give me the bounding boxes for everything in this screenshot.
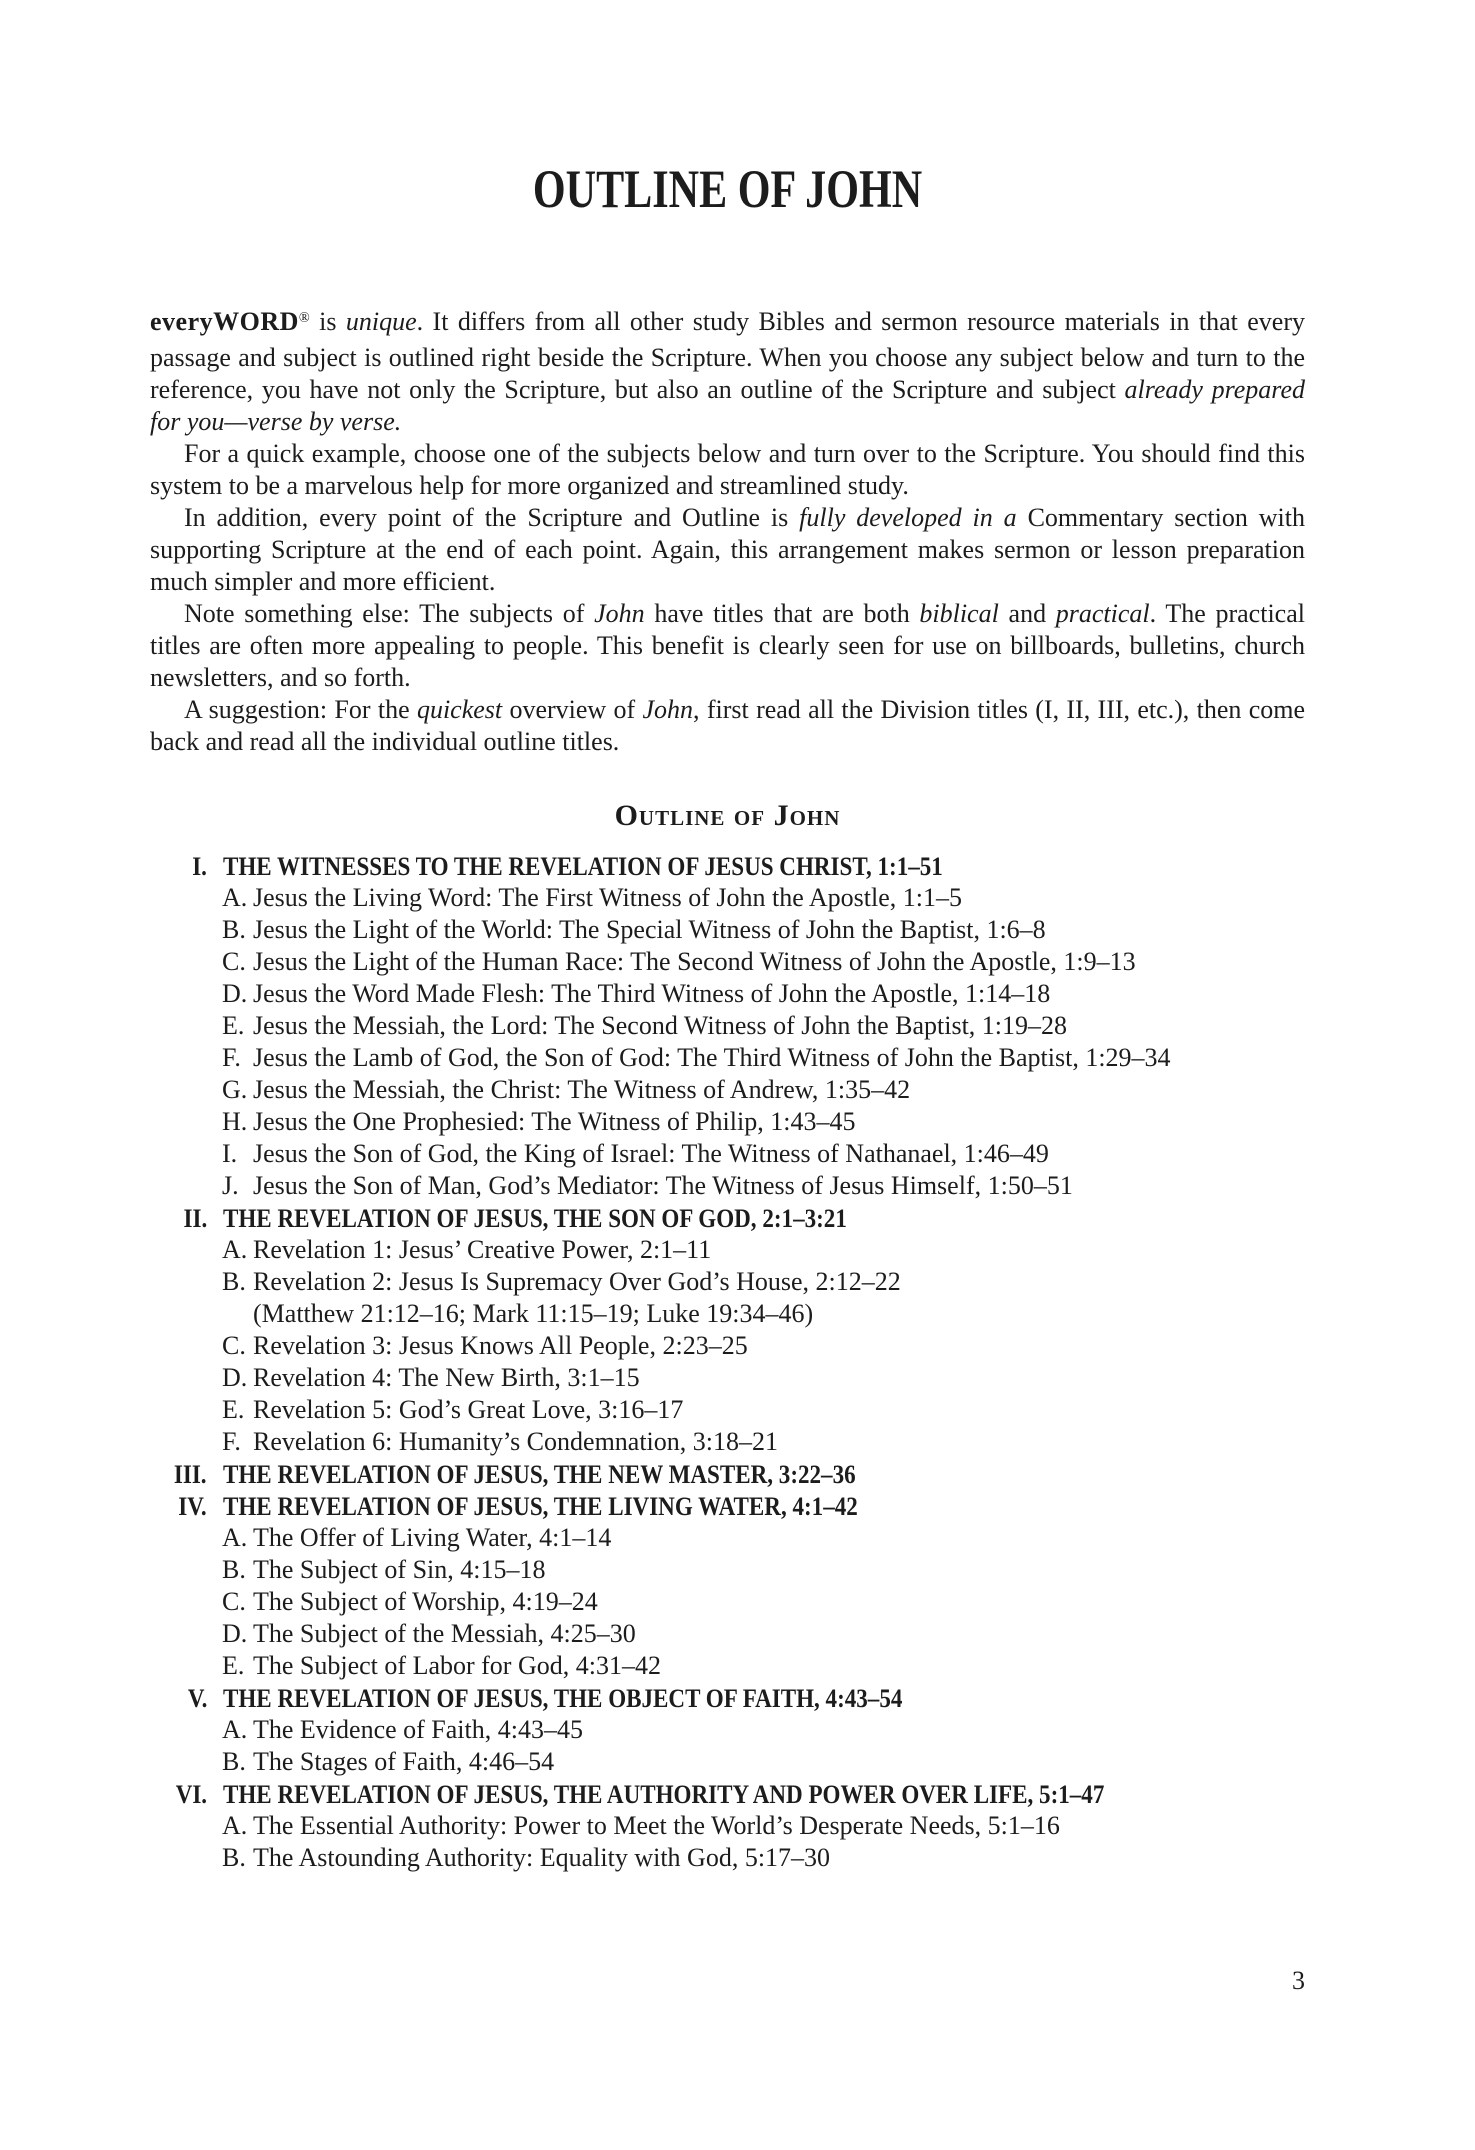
- outline-item: [222, 1522, 1305, 1554]
- text-segment: have titles that are both: [644, 599, 920, 628]
- text-segment: fully developed in a: [799, 503, 1017, 532]
- division-numeral: [150, 1490, 207, 1522]
- outline-item-text: The Essential Authority: Power to Meet the World’s Desperate Needs, 5:1–16: [253, 1811, 1060, 1840]
- outline-item-text: Jesus the Messiah, the Christ: The Witness of Andrew, 1:35–42: [253, 1075, 911, 1104]
- outline-item-letter: D.: [222, 1619, 248, 1648]
- outline-item-letter: E.: [222, 1651, 245, 1680]
- division-header: [150, 1458, 1305, 1490]
- outline-item-letter: B.: [222, 1267, 246, 1296]
- outline-item-text: Jesus the Lamb of God, the Son of God: The Third Witness of John the Baptist, 1:29–34: [253, 1043, 1171, 1072]
- outline-item: [222, 1586, 1305, 1618]
- division-title-text: THE REVELATION OF JESUS, THE AUTHORITY AND POWER OVER LIFE, 5:1–47: [223, 1779, 1105, 1809]
- intro-paragraph: [150, 438, 1305, 502]
- page-title: [150, 160, 1305, 218]
- outline-item: [222, 1810, 1305, 1842]
- outline-item-text: Revelation 5: God’s Great Love, 3:16–17: [253, 1395, 684, 1424]
- brand-name: everyWORD: [150, 307, 299, 336]
- outline-item: [222, 978, 1305, 1010]
- outline-item-letter: A.: [222, 1715, 248, 1744]
- division-numeral-text: VI.: [175, 1779, 207, 1809]
- outline-item-letter: A.: [222, 1235, 248, 1264]
- division-header: [150, 1778, 1305, 1810]
- division-numeral-text: I.: [192, 851, 207, 881]
- outline-item: [222, 1746, 1305, 1778]
- outline-item-text: Jesus the One Prophesied: The Witness of Philip, 1:43–45: [253, 1107, 856, 1136]
- outline-item-letter: C.: [222, 1331, 246, 1360]
- intro-paragraphs: [150, 306, 1305, 758]
- outline-item: [222, 1074, 1305, 1106]
- division-numeral: [150, 850, 207, 882]
- outline-item-note: (Matthew 21:12–16; Mark 11:15–19; Luke 19:34–46): [253, 1299, 814, 1328]
- intro-paragraph: [150, 598, 1305, 694]
- outline-list: [150, 850, 1305, 1874]
- outline-item-text: The Offer of Living Water, 4:1–14: [253, 1523, 612, 1552]
- outline-item-letter: B.: [222, 1555, 246, 1584]
- outline-item: [222, 1362, 1305, 1394]
- outline-item-text: Revelation 1: Jesus’ Creative Power, 2:1–11: [253, 1235, 712, 1264]
- outline-item-letter: E.: [222, 1011, 245, 1040]
- division-title-text: THE REVELATION OF JESUS, THE OBJECT OF FAITH, 4:43–54: [223, 1683, 903, 1713]
- division-numeral-text: IV.: [178, 1491, 207, 1521]
- intro-paragraph: [150, 306, 1305, 438]
- text-segment: biblical: [919, 599, 999, 628]
- text-segment: . It differs from all other study Bibles and sermon resource materials in that every passage and subject is outlined right beside the Scripture. When you choose any subject below and turn to the reference, you have not only the Scripture, but also an outline of the Scripture and subject: [150, 307, 1305, 404]
- outline-item-text: Revelation 6: Humanity’s Condemnation, 3:18–21: [253, 1427, 779, 1456]
- outline-item-text: The Stages of Faith, 4:46–54: [253, 1747, 555, 1776]
- text-segment: Commentary section with supporting Scripture at the end of each point. Again, this arrangement makes sermon or lesson preparation much simpler and more efficient.: [150, 503, 1306, 596]
- outline-item-letter: C.: [222, 947, 246, 976]
- outline-item-text: Jesus the Light of the World: The Special Witness of John the Baptist, 1:6–8: [253, 915, 1046, 944]
- division-header: [150, 850, 1305, 882]
- division-numeral: [150, 1682, 207, 1714]
- text-segment: A suggestion: For the: [184, 695, 417, 724]
- outline-item: [222, 1234, 1305, 1266]
- division-title: [223, 1458, 1305, 1490]
- outline-item-text: Jesus the Messiah, the Lord: The Second Witness of John the Baptist, 1:19–28: [253, 1011, 1068, 1040]
- division-numeral-text: V.: [187, 1683, 207, 1713]
- outline-item: [222, 1650, 1305, 1682]
- outline-item-letter: C.: [222, 1587, 246, 1616]
- outline-item: [222, 1330, 1305, 1362]
- outline-item-text: Revelation 4: The New Birth, 3:1–15: [253, 1363, 640, 1392]
- outline-item-text: The Astounding Authority: Equality with God, 5:17–30: [253, 1843, 831, 1872]
- outline-item: [222, 1138, 1305, 1170]
- division-header: [150, 1490, 1305, 1522]
- text-segment: John: [594, 599, 645, 628]
- outline-item: [222, 1394, 1305, 1426]
- outline-item-text: Jesus the Word Made Flesh: The Third Witness of John the Apostle, 1:14–18: [253, 979, 1051, 1008]
- outline-item: [222, 1106, 1305, 1138]
- outline-item: [222, 946, 1305, 978]
- outline-item-letter: A.: [222, 1523, 248, 1552]
- division-header: [150, 1202, 1305, 1234]
- division-title: [223, 1682, 1305, 1714]
- outline-section-heading: Outline of John: [614, 799, 841, 832]
- text-segment: overview of: [502, 695, 643, 724]
- outline-item-text: The Subject of Worship, 4:19–24: [253, 1587, 598, 1616]
- intro-paragraph: [150, 502, 1305, 598]
- outline-item: [222, 1842, 1305, 1874]
- division-title-text: THE REVELATION OF JESUS, THE NEW MASTER, 3:22–36: [223, 1459, 856, 1489]
- outline-item-letter: D.: [222, 1363, 248, 1392]
- outline-item-letter: G.: [222, 1075, 248, 1104]
- outline-item-text: The Evidence of Faith, 4:43–45: [253, 1715, 583, 1744]
- text-segment: John: [642, 695, 694, 724]
- outline-item-letter: B.: [222, 1843, 246, 1872]
- division-title-text: THE REVELATION OF JESUS, THE SON OF GOD, 2:1–3:21: [223, 1203, 847, 1233]
- outline-item: [222, 882, 1305, 914]
- division-numeral: [150, 1202, 207, 1234]
- outline-item-text: The Subject of the Messiah, 4:25–30: [253, 1619, 636, 1648]
- outline-item-text: Jesus the Son of God, the King of Israel: The Witness of Nathanael, 1:46–49: [253, 1139, 1049, 1168]
- outline-item-letter: E.: [222, 1395, 245, 1424]
- text-segment: , first read all the Division titles (I, II, III, etc.), then come back and read all the individual outline titles.: [150, 695, 1305, 756]
- outline-item-letter: B.: [222, 915, 246, 944]
- outline-item-text: The Subject of Sin, 4:15–18: [253, 1555, 546, 1584]
- text-segment: unique: [345, 307, 417, 336]
- outline-item-letter: I.: [222, 1139, 238, 1168]
- outline-item: [222, 1426, 1305, 1458]
- outline-item-letter: A.: [222, 883, 248, 912]
- division-numeral-text: II.: [183, 1203, 207, 1233]
- division-numeral: [150, 1458, 207, 1490]
- intro-paragraph: [150, 694, 1305, 758]
- outline-item: [222, 1042, 1305, 1074]
- outline-item-letter: H.: [222, 1107, 248, 1136]
- text-segment: For a quick example, choose one of the subjects below and turn over to the Scripture. You should find this system to be a marvelous help for more organized and streamlined study.: [150, 439, 1305, 500]
- outline-item-letter: A.: [222, 1811, 248, 1840]
- outline-item-text: The Subject of Labor for God, 4:31–42: [253, 1651, 661, 1680]
- outline-item-letter: F.: [222, 1043, 241, 1072]
- division-numeral: [150, 1778, 207, 1810]
- outline-item: [222, 1554, 1305, 1586]
- outline-item-text: Jesus the Living Word: The First Witness of John the Apostle, 1:1–5: [253, 883, 962, 912]
- outline-item-letter: D.: [222, 979, 248, 1008]
- outline-item-text: Jesus the Light of the Human Race: The Second Witness of John the Apostle, 1:9–13: [253, 947, 1136, 976]
- outline-item: [222, 1170, 1305, 1202]
- division-title: [223, 1778, 1305, 1810]
- outline-item-text: Jesus the Son of Man, God’s Mediator: The Witness of Jesus Himself, 1:50–51: [253, 1171, 1073, 1200]
- outline-item-text: Revelation 2: Jesus Is Supremacy Over God’s House, 2:12–22: [253, 1267, 901, 1296]
- outline-item: [222, 1618, 1305, 1650]
- outline-item: [222, 1266, 1305, 1298]
- text-segment: practical: [1055, 599, 1150, 628]
- division-title-text: THE WITNESSES TO THE REVELATION OF JESUS CHRIST, 1:1–51: [223, 851, 943, 881]
- text-segment: ®: [298, 310, 310, 327]
- division-title: [223, 850, 1305, 882]
- outline-item-letter: J.: [222, 1171, 239, 1200]
- outline-item: [222, 1010, 1305, 1042]
- outline-item-text: Revelation 3: Jesus Knows All People, 2:23–25: [253, 1331, 748, 1360]
- division-numeral-text: III.: [174, 1459, 207, 1489]
- text-segment: . The practical titles are often more appealing to people. This benefit is clearly seen for use on billboards, bulletins, church newsletters, and so forth.: [150, 599, 1305, 692]
- division-title-text: THE REVELATION OF JESUS, THE LIVING WATER, 4:1–42: [223, 1491, 858, 1521]
- outline-item: [222, 1714, 1305, 1746]
- outline-item-letter: F.: [222, 1427, 241, 1456]
- division-title: [223, 1490, 1305, 1522]
- outline-item-letter: B.: [222, 1747, 246, 1776]
- text-segment: already prepared for you—verse by verse.: [150, 375, 1305, 436]
- text-segment: Note something else: The subjects of: [184, 599, 595, 628]
- page-title-text: OUTLINE OF JOHN: [532, 159, 923, 219]
- division-title: [223, 1202, 1305, 1234]
- outline-item: [222, 914, 1305, 946]
- text-segment: and: [998, 599, 1056, 628]
- text-segment: quickest: [416, 695, 503, 724]
- text-segment: is: [309, 307, 346, 336]
- page-number: 3: [1292, 1966, 1305, 1995]
- text-segment: In addition, every point of the Scripture and Outline is: [184, 503, 800, 532]
- division-header: [150, 1682, 1305, 1714]
